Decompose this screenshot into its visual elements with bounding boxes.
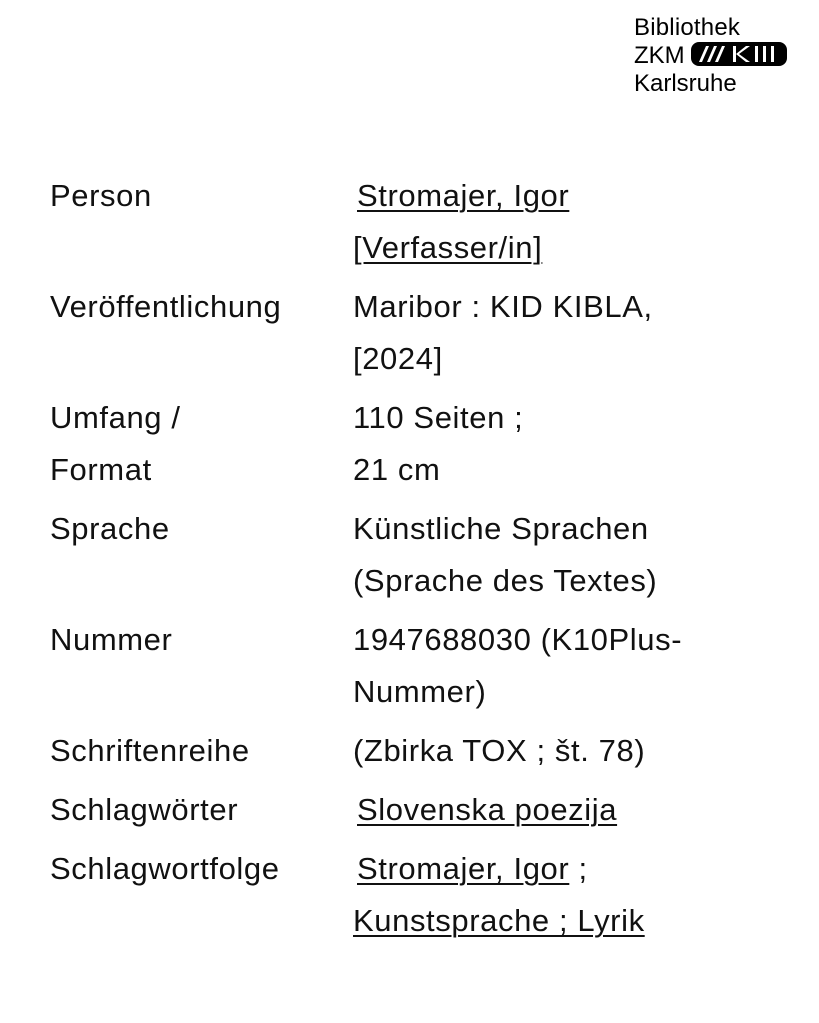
- number-line-1: 1947688030 (K10Plus-: [353, 622, 683, 657]
- language-line-2: (Sprache des Textes): [353, 563, 658, 598]
- value-publication: [353, 281, 790, 392]
- subject-chain-link-2[interactable]: Kunstsprache ; Lyrik: [353, 903, 645, 938]
- label-person: Person: [50, 178, 152, 213]
- person-link[interactable]: Stromajer, Igor: [357, 178, 570, 213]
- label-series: Schriftenreihe: [50, 733, 250, 768]
- language-line-1: Künstliche Sprachen: [353, 511, 649, 546]
- label-subject-chain: Schlagwortfolge: [50, 851, 280, 886]
- logo-line-bibliothek: Bibliothek: [634, 14, 741, 41]
- logo-line-karlsruhe: Karlsruhe: [634, 70, 737, 97]
- library-logo[interactable]: [634, 14, 809, 98]
- label-number: Nummer: [50, 622, 173, 657]
- row-language: [50, 503, 790, 614]
- value-subject-chain: [353, 843, 790, 954]
- label-extent-line-1: Umfang /: [50, 400, 181, 435]
- label-extent: [50, 392, 353, 503]
- row-person: [50, 170, 790, 281]
- value-series: (Zbirka TOX ; št. 78): [353, 733, 646, 768]
- value-language: [353, 503, 790, 614]
- person-role-link[interactable]: [Verfasser/in]: [353, 230, 543, 265]
- extent-line-2: 21 cm: [353, 452, 441, 487]
- value-person: [353, 170, 790, 281]
- value-number: [353, 614, 790, 725]
- publication-line-2: [2024]: [353, 341, 443, 376]
- subject-chain-link-1[interactable]: Stromajer, Igor: [357, 851, 570, 886]
- extent-line-1: 110 Seiten ;: [353, 400, 524, 435]
- row-subject-chain: [50, 843, 790, 954]
- row-extent: [50, 392, 790, 503]
- value-extent: [353, 392, 790, 503]
- publication-line-1: Maribor : KID KIBLA,: [353, 289, 653, 324]
- subject-chain-separator: ;: [578, 851, 588, 886]
- zkm-mark-icon: [691, 42, 787, 66]
- record-details: [50, 170, 790, 954]
- subject-link[interactable]: Slovenska poezija: [357, 792, 618, 827]
- label-language: Sprache: [50, 511, 170, 546]
- label-extent-line-2: Format: [50, 452, 152, 487]
- number-line-2: Nummer): [353, 674, 487, 709]
- label-subjects: Schlagwörter: [50, 792, 239, 827]
- logo-line-zkm: [634, 42, 809, 70]
- row-subjects: [50, 784, 790, 843]
- value-subjects: [353, 784, 790, 843]
- logo-text-zkm: ZKM: [634, 42, 685, 69]
- row-publication: [50, 281, 790, 392]
- label-publication: Veröffentlichung: [50, 289, 282, 324]
- row-number: [50, 614, 790, 725]
- row-series: [50, 725, 790, 784]
